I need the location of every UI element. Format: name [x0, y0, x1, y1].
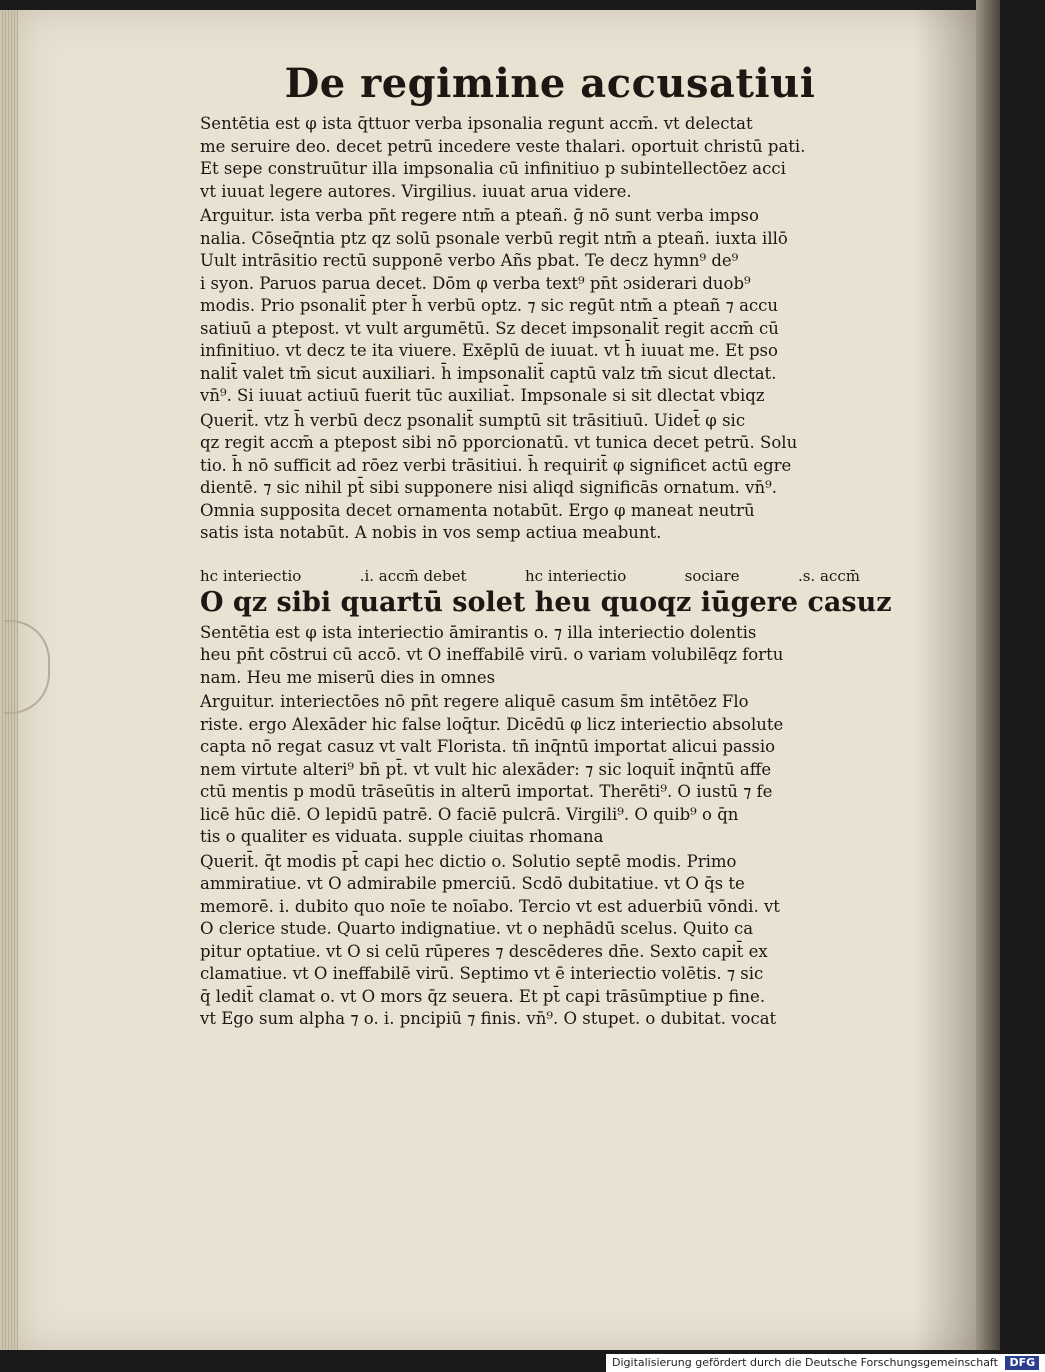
text-line: riste. ergo Alexāder hic false loq̄tur. Dicēdū φ licz interiectio absolute	[200, 714, 784, 734]
gutter-shadow	[914, 10, 984, 1350]
text-line: capta nō regat casuz vt valt Florista. tn̄ inq̄ntū importat alicui passio	[200, 737, 776, 756]
text-line: qz regit accm̄ a ptepost sibi nō pporcionatū. vt tunica decet petrū. Solu	[200, 433, 798, 452]
text-line: Arguitur. interiectōes nō pn̄t regere aliquē casum s̄m intētōez Flo	[200, 692, 749, 711]
paragraph-queritur-2	[200, 851, 860, 1031]
text-line: heu pn̄t cōstrui cū accō. vt O ineffabilē virū. o variam volubilēqz fortu	[200, 645, 784, 664]
gloss-word: sociare	[684, 566, 740, 585]
text-line: vt iuuat legere autores. Virgilius. iuuat arua videre.	[200, 181, 632, 201]
credit-text: Digitalisierung gefördert durch die Deutsche Forschungsgemeinschaft	[612, 1356, 998, 1369]
book-binding-edge	[976, 0, 1000, 1350]
text-line: nalia. Cōseq̄ntia ptz qz solū psonale verbū regit ntm̄ a pteañ. iuxta illō	[200, 228, 788, 248]
printed-text-block	[200, 60, 892, 1033]
text-line: nalit̄ valet tm̄ sicut auxiliari. h̄ impsonalit̄ captū valz tm̄ sicut dlectat.	[200, 363, 777, 383]
paragraph-arguitur-1	[200, 205, 860, 408]
gloss-word: .i. accm̄ debet	[359, 566, 467, 585]
text-line: modis. Prio psonalit̄ pter h̄ verbū optz. ⁊ sic regūt ntm̄ a pteañ ⁊ accu	[200, 296, 779, 315]
text-line: vn̄⁹. Si iuuat actiuū fuerit tūc auxiliat̄. Impsonale si sit dlectat vbiqz	[200, 386, 765, 405]
text-line: ammiratiue. vt O admirabile pmerciū. Scdō dubitatiue. vt O q̄s te	[200, 874, 745, 893]
text-line: dientē. ⁊ sic nihil pt̄ sibi supponere nisi aliqd significās ornatum. vn̄⁹.	[200, 478, 777, 497]
text-line: Querit̄. vtz h̄ verbū decz psonalit̄ sumptū sit trāsitiuū. Uidet̄ φ sic	[200, 410, 746, 430]
text-line: Sentētia est φ ista interiectio āmirantis o. ⁊ illa interiectio dolentis	[200, 622, 757, 642]
text-line: vt Ego sum alpha ⁊ o. i. pncipiū ⁊ finis. vn̄⁹. O stupet. o dubitat. vocat	[200, 1009, 777, 1028]
paragraph-sententia-2	[200, 622, 860, 690]
text-line: me seruire deo. decet petrū incedere veste thalari. oportuit christū pati.	[200, 136, 806, 156]
gloss-word: .s. accm̄	[797, 566, 860, 585]
text-line: nam. Heu me miserū dies in omnes	[200, 667, 496, 687]
text-line: infinitiuo. vt decz te ita viuere. Exēplū de iuuat. vt h̄ iuuat me. Et pso	[200, 341, 778, 360]
text-line: Omnia supposita decet ornamenta notabūt. Ergo φ maneat neutrū	[200, 500, 755, 520]
text-line: tis o qualiter es viduata. supple ciuitas rhomana	[200, 827, 604, 846]
page-heading: De regimine accusatiui	[284, 60, 816, 107]
gloss-word: hc interiectio	[200, 566, 302, 585]
text-line: ctū mentis p modū trāseūtis in alterū importat. Therēti⁹. O iustū ⁊ fe	[200, 782, 773, 801]
gloss-word: hc interiectio	[524, 566, 627, 585]
interlinear-gloss	[200, 567, 860, 585]
text-line: clamatiue. vt O ineffabilē virū. Septimo vt ē interiectio volētis. ⁊ sic	[200, 964, 764, 983]
paragraph-queritur-1	[200, 410, 860, 545]
text-line: memorē. i. dubito quo noīe te noīabo. Tercio vt est aduerbiū vōndi. vt	[200, 896, 780, 916]
text-line: licē hūc diē. O lepidū patrē. O faciē pulcrā. Virgili⁹. O quib⁹ o q̄n	[200, 804, 739, 824]
paragraph-arguitur-2	[200, 691, 860, 849]
paragraph-sententia-1	[200, 113, 860, 203]
text-line: pitur optatiue. vt O si celū rūperes ⁊ descēderes dn̄e. Sexto capit̄ ex	[200, 941, 768, 961]
text-line: Sentētia est φ ista q̄ttuor verba ipsonalia regunt accm̄. vt delectat	[200, 114, 753, 133]
dfg-logo: DFG	[1005, 1356, 1039, 1370]
text-line: O clerice stude. Quarto indignatiue. vt o nephādū scelus. Quito ca	[200, 919, 754, 938]
verse-line: O qz sibi quartū solet heu quoqz iūgere casuz	[200, 586, 892, 618]
text-line: nem virtute alteri⁹ bn̄ pt̄. vt vult hic alexāder: ⁊ sic loquit̄ inq̄ntū affe	[200, 759, 772, 779]
text-line: i syon. Paruos parua decet. Dōm φ verba text⁹ pn̄t ɔsiderari duob⁹	[200, 273, 751, 293]
text-line: tio. h̄ nō sufficit ad rōez verbi trāsitiui. h̄ requirit̄ φ significet actū egre	[200, 455, 792, 475]
text-line: Et sepe construūtur illa impsonalia cū infinitiuo p subintellectōez acci	[200, 159, 786, 178]
text-line: q̄ ledit̄ clamat o. vt O mors q̄z seuera. Et pt̄ capi trāsūmptiue p fine.	[200, 986, 766, 1006]
digitization-credit	[606, 1354, 1045, 1372]
text-line: satiuū a ptepost. vt vult argumētū. Sz decet impsonalit̄ regit accm̄ cū	[200, 318, 779, 338]
text-line: Uult intrāsitio rectū supponē verbo Añs pbat. Te decz hymn⁹ de⁹	[200, 251, 739, 270]
text-line: Arguitur. ista verba pn̄t regere ntm̄ a pteañ. ḡ nō sunt verba impso	[200, 206, 759, 225]
text-line: Querit̄. q̄t modis pt̄ capi hec dictio o. Solutio septē modis. Primo	[200, 851, 737, 871]
text-line: satis ista notabūt. A nobis in vos semp actiua meabunt.	[200, 523, 662, 542]
